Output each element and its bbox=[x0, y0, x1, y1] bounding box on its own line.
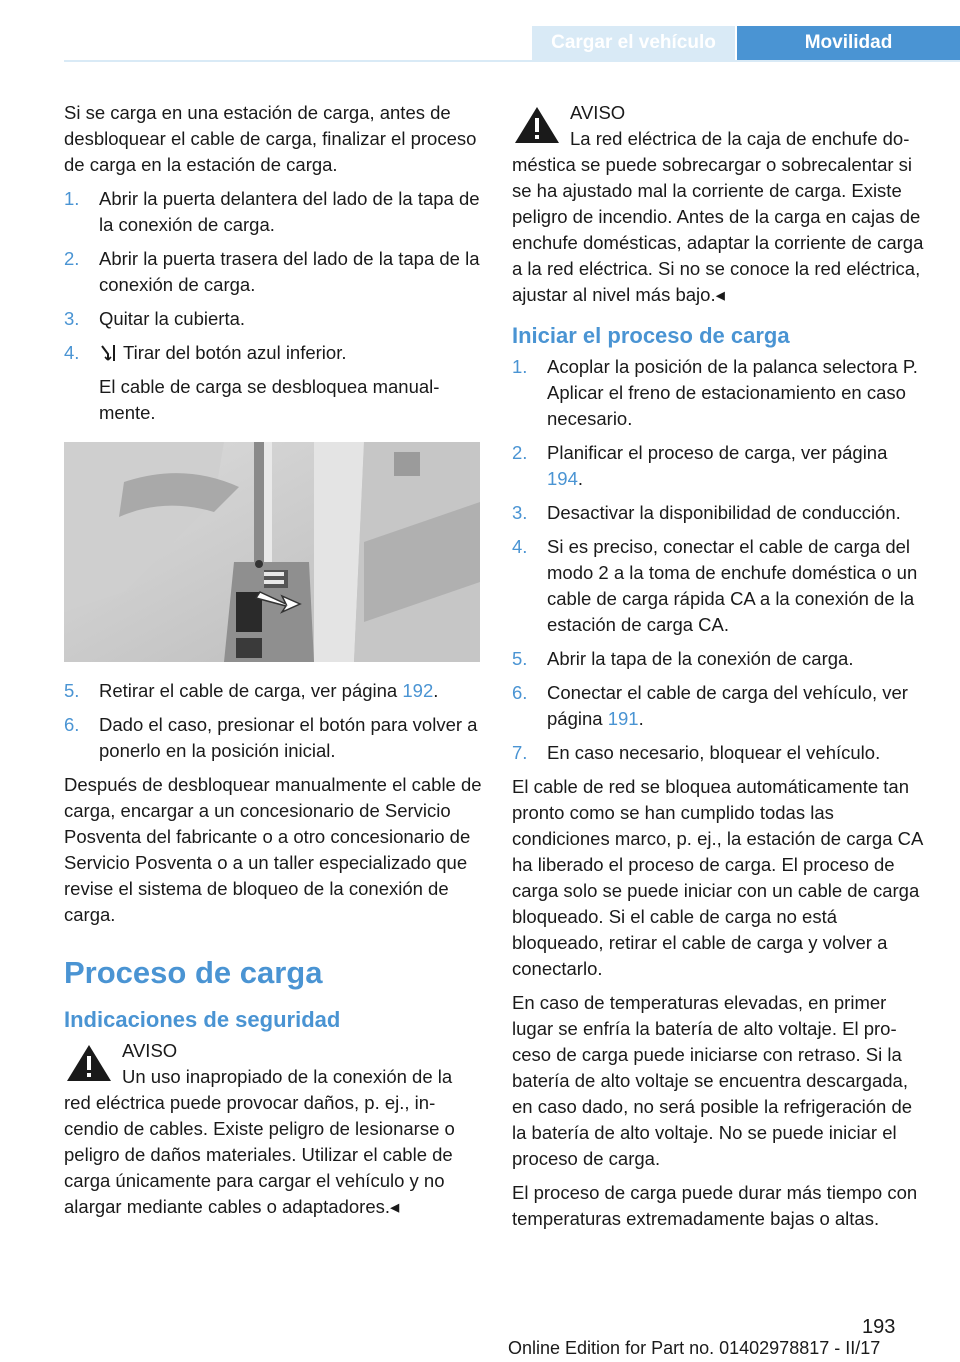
list-item bbox=[64, 712, 482, 764]
pull-handle-icon bbox=[99, 343, 117, 363]
cable-lock-paragraph: El cable de red se bloquea automáticamente tan pronto como se han cumplido todas las condiciones marco, p. ej., la estación de carga CA ha liberado el proceso de carga. El proceso de carga solo se puede iniciar con un cable de carga bloqueado. Si el cable de carga no está bloqueado, retirar el cable de carga y volver a conectarlo. bbox=[512, 776, 923, 979]
section-title: Proceso de carga bbox=[64, 955, 323, 990]
step-number: 5. bbox=[64, 680, 80, 701]
start-charging-subsection-title: Iniciar el proceso de carga bbox=[512, 323, 790, 348]
right-column bbox=[512, 100, 926, 1240]
list-item bbox=[512, 534, 926, 638]
step-text-end: . bbox=[433, 680, 439, 701]
page-link-191[interactable]: 191 bbox=[607, 708, 639, 729]
step-text-end: . bbox=[577, 468, 584, 489]
charge-port-unlock-photo bbox=[64, 442, 480, 662]
page-number: 193 bbox=[862, 1316, 896, 1338]
step-number: 5. bbox=[512, 648, 528, 669]
list-item bbox=[512, 440, 926, 492]
step-number: 2. bbox=[512, 442, 528, 463]
step-number: 6. bbox=[64, 714, 80, 735]
step-text-end: . bbox=[638, 708, 644, 729]
list-item bbox=[512, 680, 926, 732]
intro-paragraph: Si se carga en una estación de carga, antes de desbloquear el cable de carga, finalizar el proceso de carga en la estación de carga. bbox=[64, 102, 477, 175]
step-number: 4. bbox=[512, 536, 528, 557]
list-item bbox=[512, 354, 926, 432]
remove-cable-steps-list bbox=[64, 678, 482, 764]
step-text: Quitar la cubierta. bbox=[99, 308, 246, 329]
step-text: Desactivar la disponibilidad de conducción. bbox=[547, 502, 901, 523]
safety-subsection-title: Indicaciones de seguridad bbox=[64, 1007, 341, 1032]
header-section-tab: Cargar el vehículo bbox=[532, 26, 735, 60]
step-number: 2. bbox=[64, 248, 80, 269]
header-chapter-tab: Movilidad bbox=[737, 26, 960, 60]
warning-title: AVISO bbox=[122, 1040, 178, 1061]
step-number: 4. bbox=[64, 342, 80, 363]
step-number: 6. bbox=[512, 682, 528, 703]
step-text: Abrir la tapa de la conexión de carga. bbox=[547, 648, 854, 669]
page-link-194[interactable]: 194 bbox=[547, 468, 578, 489]
step-text: Planificar el proceso de carga, ver página bbox=[547, 442, 888, 463]
step-number: 1. bbox=[64, 188, 80, 209]
warning-title: AVISO bbox=[570, 102, 626, 123]
warning-block-household-socket bbox=[512, 100, 926, 308]
step-number: 7. bbox=[512, 742, 528, 763]
start-charging-steps-list bbox=[512, 354, 926, 766]
high-temperature-paragraph: En caso de temperaturas elevadas, en primer lugar se enfría la batería de alto voltaje. El proceso de carga puede iniciarse con retraso. Si la batería de alto voltaje se encuentra descargada, en caso dado, no será posible la refrigeración de la batería de alto voltaje. No se puede iniciar el proceso de carga. bbox=[512, 992, 913, 1169]
list-item bbox=[64, 340, 482, 426]
header-divider bbox=[64, 60, 960, 62]
list-item bbox=[64, 306, 482, 332]
charging-duration-paragraph: El proceso de carga puede durar más tiempo con temperaturas extremadamente bajas o altas. bbox=[512, 1182, 918, 1229]
service-paragraph: Después de desbloquear manualmente el cable de carga, encargar a un concesionario de Servicio Posventa del fabricante o a otro concesionario de Servicio Posventa o a un taller especializado que revise el sistema de bloqueo de la conexión de carga. bbox=[64, 774, 482, 925]
list-item bbox=[512, 646, 926, 672]
step-text: Abrir la puerta delantera del lado de la tapa de la conexión de carga. bbox=[99, 188, 480, 235]
unlock-steps-list bbox=[64, 186, 482, 426]
warning-text: La red eléctrica de la caja de enchufe doméstica se puede sobrecargar o sobrecalentar si se ha ajustado mal la corriente de carga. Existe peligro de incendio. Antes de la carga en cajas de enchufe domésticas, adaptar la corriente de carga a la red eléctrica. Si no se conoce la red eléctrica, ajustar al nivel más bajo.◂ bbox=[512, 128, 924, 305]
step-text: Si es preciso, conectar el cable de carga del modo 2 a la toma de enchufe doméstica o un cable de carga rápida CA a la conexión de la estación de carga CA. bbox=[547, 536, 918, 635]
step-text: Dado el caso, presionar el botón para volver a ponerlo en la posición inicial. bbox=[99, 714, 478, 761]
step-number: 1. bbox=[512, 356, 528, 377]
step-text: Tirar del botón azul inferior. bbox=[123, 342, 347, 363]
warning-text: Un uso inapropiado de la conexión de la red eléctrica puede provocar daños, p. ej., incendio de cables. Existe peligro de lesionarse o peligro de daños materiales. Utilizar el cable de carga únicamente para cargar el vehículo y no alargar mediante cables o adaptadores.◂ bbox=[64, 1066, 455, 1217]
step-text: En caso necesario, bloquear el vehículo. bbox=[547, 742, 881, 763]
left-column bbox=[64, 100, 482, 1228]
step-text: Retirar el cable de carga, ver página bbox=[99, 680, 403, 701]
warning-block-cable-misuse bbox=[64, 1038, 482, 1220]
warning-triangle-icon bbox=[66, 1044, 112, 1082]
list-item bbox=[512, 500, 926, 526]
footer-edition-text: Online Edition for Part no. 01402978817 - II/17 bbox=[508, 1338, 881, 1358]
step-result-text: El cable de carga se desbloquea manualmente. bbox=[99, 376, 440, 423]
warning-triangle-icon bbox=[514, 106, 560, 144]
list-item bbox=[64, 246, 482, 298]
step-number: 3. bbox=[512, 502, 528, 523]
list-item bbox=[64, 186, 482, 238]
step-number: 3. bbox=[64, 308, 80, 329]
page-link-192[interactable]: 192 bbox=[402, 680, 434, 701]
step-text: Conectar el cable de carga del vehículo, ver página bbox=[547, 682, 908, 729]
list-item bbox=[512, 740, 926, 766]
step-text: Abrir la puerta trasera del lado de la tapa de la conexión de carga. bbox=[99, 248, 480, 295]
list-item bbox=[64, 678, 482, 704]
step-text: Acoplar la posición de la palanca selectora P. Aplicar el freno de estacionamiento en caso necesario. bbox=[547, 356, 918, 429]
